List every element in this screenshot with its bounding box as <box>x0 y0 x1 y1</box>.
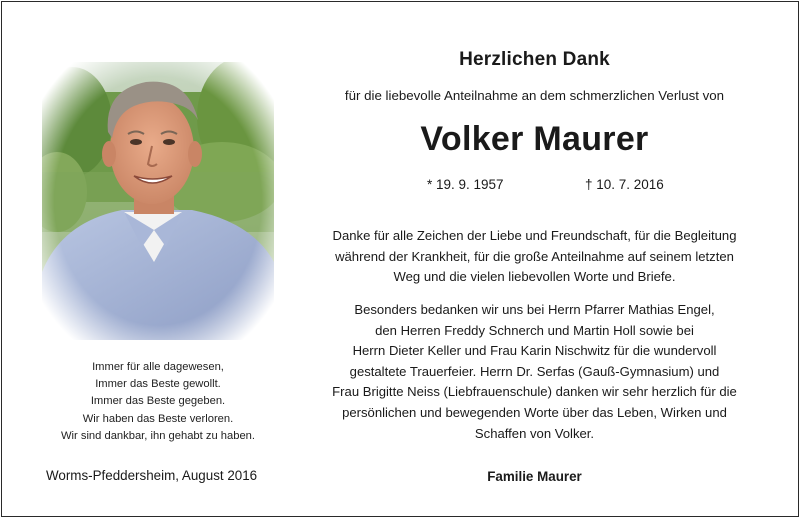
paragraph-line: während der Krankheit, für die große Anteilnahme auf seinem letzten <box>335 248 734 264</box>
paragraph-line: Besonders bedanken wir uns bei Herrn Pfarrer Mathias Engel, <box>354 302 715 317</box>
special-thanks-paragraph <box>302 300 767 444</box>
birth-date: * 19. 9. 1957 <box>427 177 504 192</box>
paragraph-line: Weg und die vielen liebevollen Worte und Briefe. <box>393 269 676 285</box>
death-date: † 10. 7. 2016 <box>585 177 664 192</box>
paragraph-line: Frau Brigitte Neiss (Liebfrauenschule) danken wir sehr herzlich für die <box>332 384 737 400</box>
poem-line: Immer für alle dagewesen, <box>92 361 224 373</box>
poem-line: Immer das Beste gegeben. <box>90 395 226 408</box>
intro-text: für die liebevolle Anteilnahme an dem schmerzlichen Verlust von <box>344 88 725 103</box>
left-column <box>2 2 314 516</box>
place-and-date: Worms-Pfeddersheim, August 2016 <box>46 468 258 483</box>
poem-line: Wir haben das Beste verloren. <box>82 412 234 425</box>
paragraph-line: persönlichen und bewegenden Worte über das Leben, Wirken und <box>342 404 727 420</box>
poem-line: Wir sind dankbar, ihn gehabt zu haben. <box>60 429 256 442</box>
heading: Herzlichen Dank <box>459 49 610 70</box>
paragraph-line: Danke für alle Zeichen der Liebe und Freundschaft, für die Begleitung <box>332 228 737 243</box>
obituary-notice <box>1 1 799 517</box>
family-signature: Familie Maurer <box>487 469 582 484</box>
paragraph-line: Schaffen von Volker. <box>474 425 595 441</box>
deceased-name: Volker Maurer <box>420 120 649 158</box>
right-column <box>302 2 800 516</box>
paragraph-line: gestaltete Trauerfeier. Herrn Dr. Serfas (Gauß-Gymnasium) und <box>349 363 720 379</box>
thanks-paragraph <box>302 226 767 288</box>
poem-line: Immer das Beste gewollt. <box>95 378 221 391</box>
memorial-poem <box>22 359 294 445</box>
paragraph-line: den Herren Freddy Schnerch und Martin Holl sowie bei <box>375 322 694 338</box>
portrait-photo <box>42 62 274 340</box>
paragraph-line: Herrn Dieter Keller und Frau Karin Nischwitz für die wundervoll <box>352 343 717 359</box>
